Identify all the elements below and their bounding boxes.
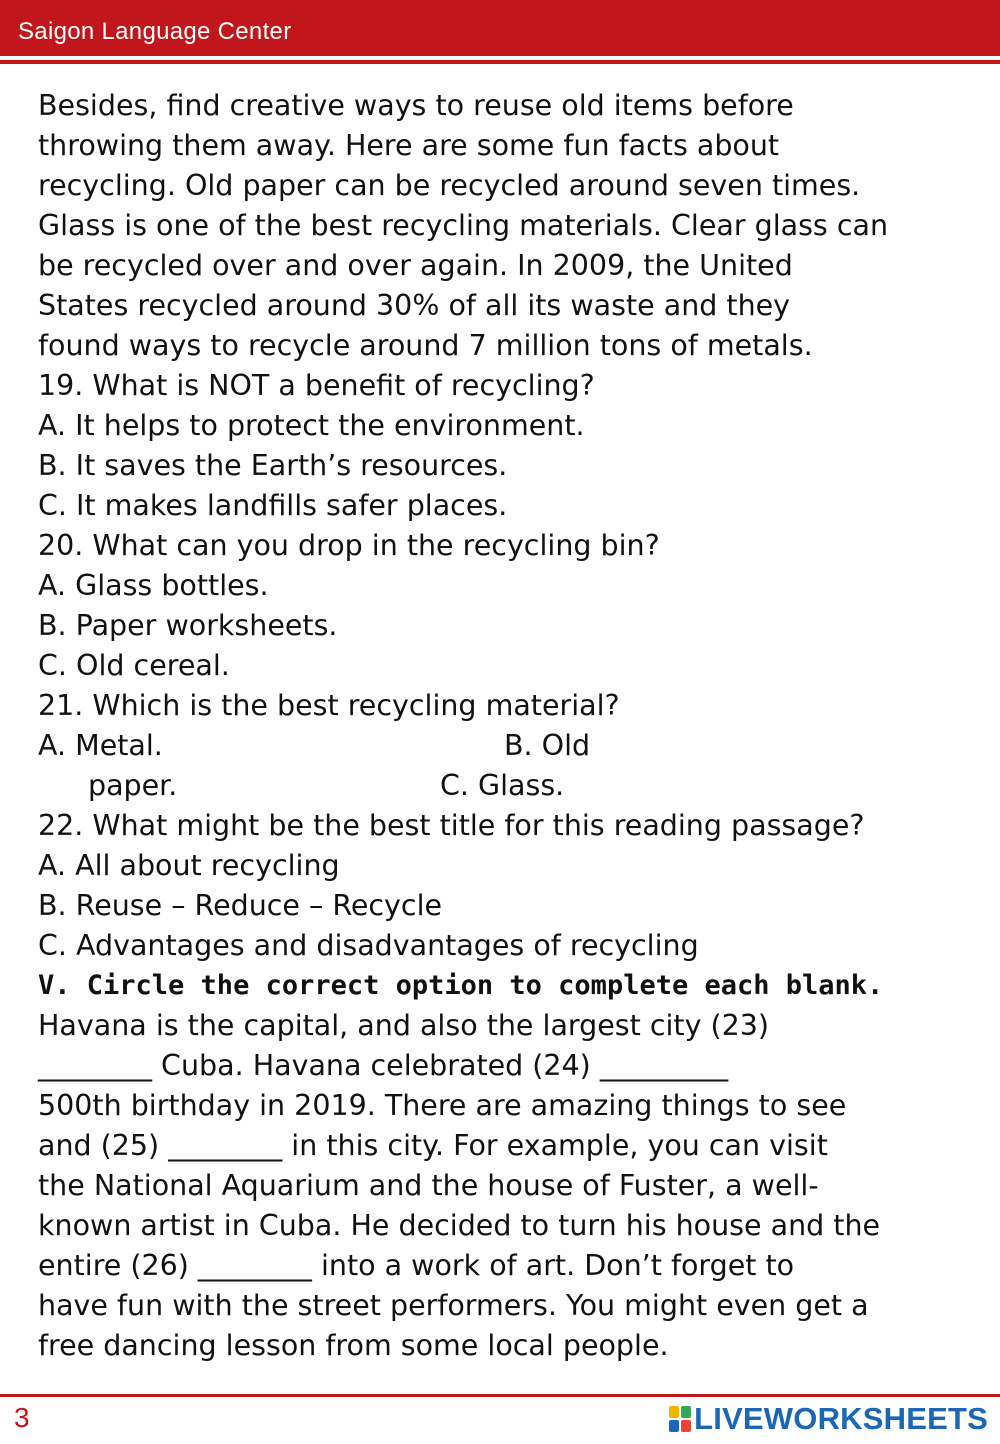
question-22: 22. What might be the best title for this reading passage? — [38, 809, 865, 842]
brand-name: LIVEWORKSHEETS — [694, 1401, 988, 1436]
cloze-line: the National Aquarium and the house of Fuster, a well- — [38, 1169, 819, 1202]
cloze-line: have fun with the street performers. You might even get a — [38, 1289, 869, 1322]
q19-option-c[interactable]: C. It makes landfills safer places. — [38, 489, 508, 522]
cloze-line: 500th birthday in 2019. There are amazing things to see — [38, 1089, 847, 1122]
cloze-line: ________ Cuba. Havana celebrated (24) _________ — [38, 1049, 729, 1082]
q22-option-b[interactable]: B. Reuse – Reduce – Recycle — [38, 889, 443, 922]
q22-option-a[interactable]: A. All about recycling — [38, 849, 340, 882]
brand-logo — [668, 1403, 988, 1435]
q21-option-c[interactable]: C. Glass. — [440, 769, 565, 802]
q21-option-b[interactable]: B. Old — [504, 729, 591, 762]
q21-option-b-cont[interactable]: paper. — [88, 769, 178, 802]
q19-option-b[interactable]: B. It saves the Earth’s resources. — [38, 449, 508, 482]
q20-option-b[interactable]: B. Paper worksheets. — [38, 609, 338, 642]
q22-option-c[interactable]: C. Advantages and disadvantages of recycling — [38, 929, 699, 962]
worksheet-content — [38, 86, 978, 1366]
q21-options-row-2 — [38, 766, 978, 806]
passage-line: throwing them away. Here are some fun facts about — [38, 129, 780, 162]
passage-line: recycling. Old paper can be recycled around seven times. — [38, 169, 861, 202]
q21-option-a[interactable]: A. Metal. — [38, 729, 163, 762]
passage-line: States recycled around 30% of all its waste and they — [38, 289, 791, 322]
cloze-line: known artist in Cuba. He decided to turn his house and the — [38, 1209, 881, 1242]
cloze-line: entire (26) ________ into a work of art. Don’t forget to — [38, 1249, 795, 1282]
question-19: 19. What is NOT a benefit of recycling? — [38, 369, 595, 402]
q19-option-a[interactable]: A. It helps to protect the environment. — [38, 409, 585, 442]
header-title: Saigon Language Center — [18, 18, 292, 45]
passage-line: Besides, find creative ways to reuse old items before — [38, 89, 794, 122]
cloze-line: free dancing lesson from some local people. — [38, 1329, 669, 1362]
q20-option-a[interactable]: A. Glass bottles. — [38, 569, 269, 602]
passage-line: be recycled over and over again. In 2009, the United — [38, 249, 793, 282]
question-21: 21. Which is the best recycling material? — [38, 689, 620, 722]
cloze-line: and (25) ________ in this city. For example, you can visit — [38, 1129, 828, 1162]
header-divider — [0, 60, 1000, 64]
question-20: 20. What can you drop in the recycling bin? — [38, 529, 660, 562]
footer-divider — [0, 1394, 1000, 1397]
liveworksheets-logo-icon — [668, 1405, 692, 1433]
passage-line: Glass is one of the best recycling materials. Clear glass can — [38, 209, 889, 242]
cloze-line: Havana is the capital, and also the largest city (23) — [38, 1009, 770, 1042]
page-header — [0, 0, 1000, 56]
section-heading: V. Circle the correct option to complete each blank. — [38, 970, 884, 1001]
q21-options-row — [38, 726, 978, 766]
q20-option-c[interactable]: C. Old cereal. — [38, 649, 230, 682]
passage-line: found ways to recycle around 7 million tons of metals. — [38, 329, 813, 362]
page-number: 3 — [14, 1402, 30, 1433]
